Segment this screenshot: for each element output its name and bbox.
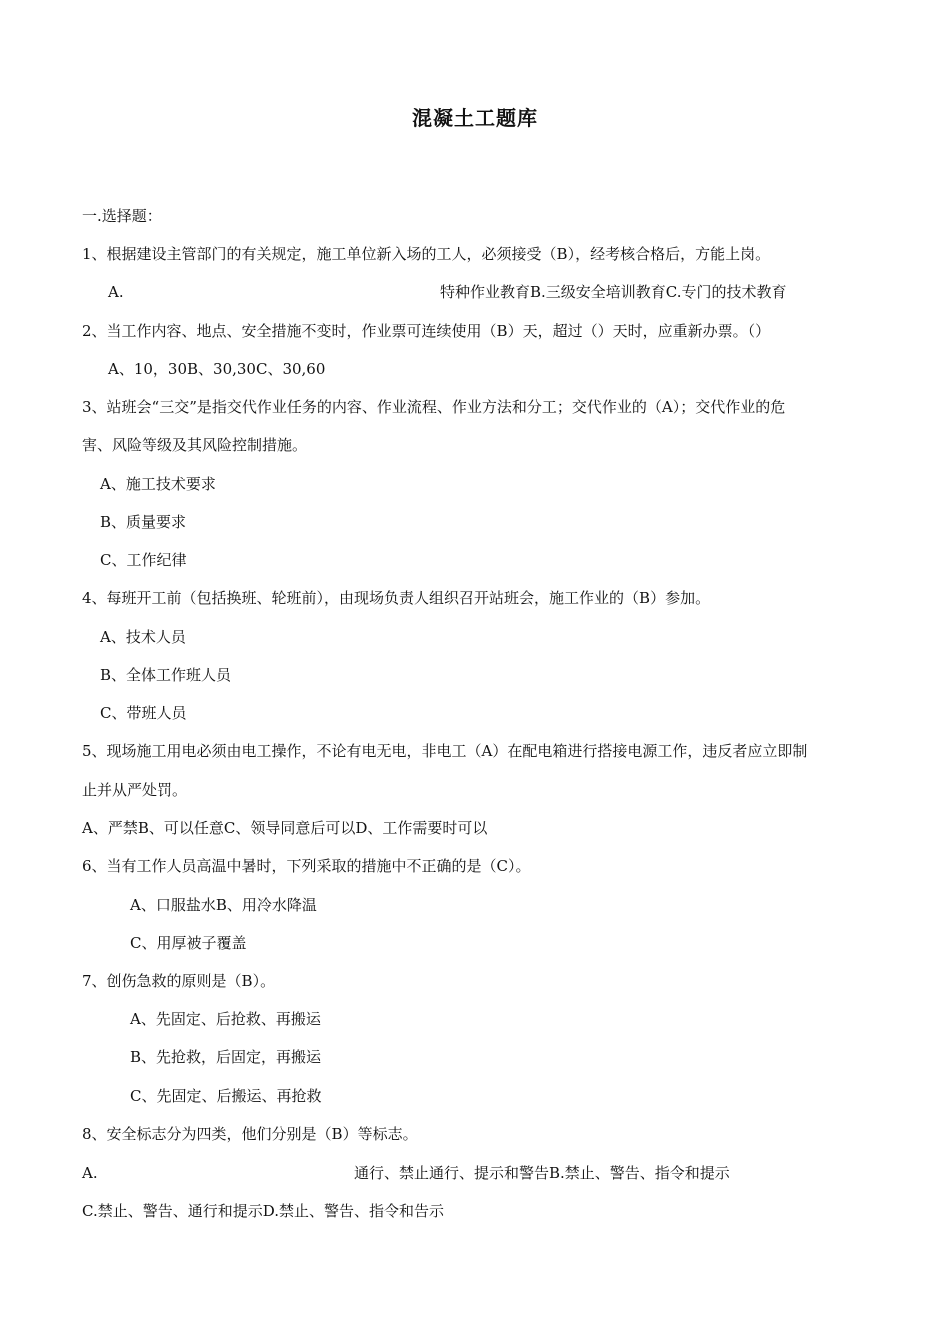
question-3-continued: 害、风险等级及其风险控制措施。 [82,436,308,454]
question-2: 2、当工作内容、地点、安全措施不变时，作业票可连续使用（B）天，超过（）天时，应重新办票。（） [82,322,771,340]
options: C.禁止、警告、通行和提示D.禁止、警告、指令和告示 [82,1202,444,1220]
option: B、质量要求 [100,513,187,531]
option: B、全体工作班人员 [100,666,232,684]
options: 特种作业教育B.三级安全培训教育C.专门的技术教育 [440,283,787,301]
question-5-continued: 止并从严处罚。 [82,781,188,799]
section-heading: 一.选择题： [82,207,162,225]
options: 通行、禁止通行、提示和警告B.禁止、警告、指令和提示 [354,1164,730,1182]
question-5: 5、现场施工用电必须由电工操作，不论有电无电，非电工（A）在配电箱进行搭接电源工作，违反者应立即制 [82,742,808,760]
options: A、口服盐水B、用冷水降温 [130,896,317,914]
option: C、带班人员 [100,704,187,722]
option: B、先抢救，后固定，再搬运 [130,1048,322,1066]
question-8: 8、安全标志分为四类，他们分别是（B）等标志。 [82,1125,418,1143]
question-7: 7、创伤急救的原则是（B）。 [82,972,276,990]
option: A、技术人员 [100,628,186,646]
question-1: 1、根据建设主管部门的有关规定，施工单位新入场的工人，必须接受（B），经考核合格后，方能上岗。 [82,245,771,263]
option: C、工作纪律 [100,551,187,569]
option: C、先固定、后搬运、再抢救 [130,1087,322,1105]
options: A、10，30B、30,30C、30,60 [108,360,326,378]
option-marker: A. [82,1164,98,1182]
page-title: 混凝土工题库 [412,106,538,130]
option: A、先固定、后抢救、再搬运 [130,1010,321,1028]
option: A、施工技术要求 [100,475,216,493]
question-6: 6、当有工作人员高温中暑时，下列采取的措施中不正确的是（C）。 [82,857,531,875]
option: C、用厚被子覆盖 [130,934,247,952]
question-4: 4、每班开工前（包括换班、轮班前），由现场负责人组织召开站班会，施工作业的（B）参加。 [82,589,711,607]
option-marker: A. [108,283,124,301]
options: A、严禁B、可以任意C、领导同意后可以D、工作需要时可以 [82,819,488,837]
question-3: 3、站班会“三交”是指交代作业任务的内容、作业流程、作业方法和分工；交代作业的（A）；交代作业的危 [82,398,786,416]
